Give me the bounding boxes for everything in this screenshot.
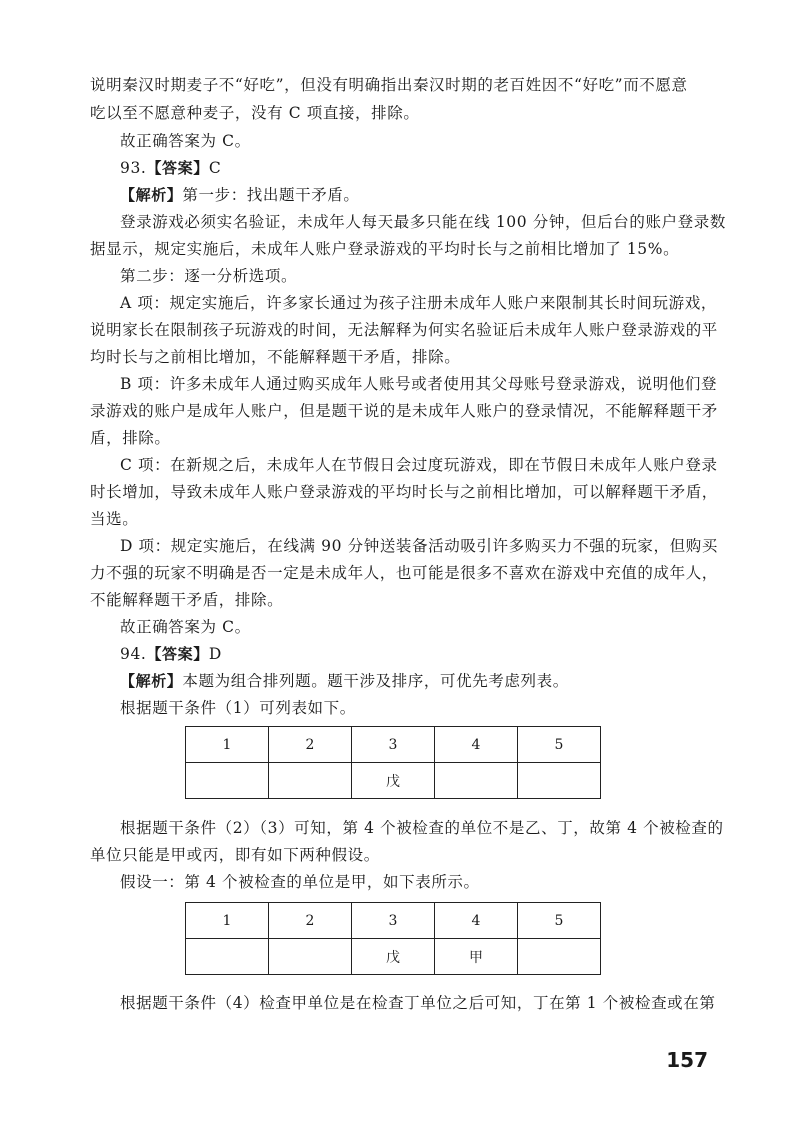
table-cell: 4 bbox=[435, 903, 518, 939]
paragraph-line: 单位只能是甲或丙，即有如下两种假设。 bbox=[90, 846, 380, 864]
table-cell bbox=[186, 939, 269, 975]
conclusion-line: 故正确答案为 C。 bbox=[120, 618, 251, 636]
table-cell bbox=[435, 763, 518, 799]
option-b-line: B 项：许多未成年人通过购买成年人账号或者使用其父母账号登录游戏，说明他们登 bbox=[120, 375, 718, 393]
paragraph-line: 吃以至不愿意种麦子，没有 C 项直接，排除。 bbox=[90, 104, 420, 122]
question-number: 94. bbox=[120, 645, 147, 663]
paragraph-line: 假设一：第 4 个被检查的单位是甲，如下表所示。 bbox=[120, 873, 480, 891]
order-table-2 bbox=[185, 902, 601, 975]
table-header-row bbox=[186, 903, 601, 939]
table-cell: 甲 bbox=[435, 939, 518, 975]
order-table-1 bbox=[185, 726, 601, 799]
paragraph-line: 根据题干条件（1）可列表如下。 bbox=[120, 699, 356, 717]
paragraph-line: 盾，排除。 bbox=[90, 429, 171, 447]
option-d-line: D 项：规定实施后，在线满 90 分钟送装备活动吸引许多购买力不强的玩家，但购买 bbox=[120, 537, 718, 555]
table-cell: 戊 bbox=[352, 763, 435, 799]
table-cell bbox=[186, 763, 269, 799]
paragraph-line: 据显示，规定实施后，未成年人账户登录游戏的平均时长与之前相比增加了 15%。 bbox=[90, 240, 680, 258]
conclusion-line: 故正确答案为 C。 bbox=[120, 132, 251, 150]
table-cell: 5 bbox=[518, 727, 601, 763]
table-header-row bbox=[186, 727, 601, 763]
paragraph-line: 时长增加，导致未成年人账户登录游戏的平均时长与之前相比增加，可以解释题干矛盾， bbox=[90, 483, 718, 501]
question-94-heading bbox=[120, 641, 714, 667]
paragraph-line: 说明秦汉时期麦子不“好吃”，但没有明确指出秦汉时期的老百姓因不“好吃”而不愿意 bbox=[90, 76, 688, 94]
table-cell: 2 bbox=[269, 727, 352, 763]
answer-value: D bbox=[208, 645, 222, 663]
paragraph-line: 第二步：逐一分析选项。 bbox=[120, 267, 298, 285]
paragraph-line: 录游戏的账户是成年人账户，但是题干说的是未成年人账户的登录情况，不能解释题干矛 bbox=[90, 402, 718, 420]
paragraph-line: 当选。 bbox=[90, 510, 139, 528]
paragraph-line: 说明家长在限制孩子玩游戏的时间，无法解释为何实名验证后未成年人账户登录游戏的平 bbox=[90, 321, 718, 339]
analysis-tag: 【解析】 bbox=[120, 672, 183, 690]
table-cell: 戊 bbox=[352, 939, 435, 975]
analysis-line bbox=[120, 182, 714, 208]
paragraph-line: 均时长与之前相比增加，不能解释题干矛盾，排除。 bbox=[90, 348, 461, 366]
answer-tag: 【答案】 bbox=[146, 645, 209, 663]
analysis-tag: 【解析】 bbox=[120, 186, 183, 204]
table-row bbox=[186, 939, 601, 975]
paragraph-line: 根据题干条件（4）检查甲单位是在检查丁单位之后可知，丁在第 1 个被检查或在第 bbox=[120, 994, 716, 1012]
paragraph-line: 登录游戏必须实名验证，未成年人每天最多只能在线 100 分钟，但后台的账户登录数 bbox=[120, 213, 726, 231]
table-row bbox=[186, 763, 601, 799]
table-cell bbox=[518, 763, 601, 799]
paragraph-line: 不能解释题干矛盾，排除。 bbox=[90, 591, 284, 609]
answer-value: C bbox=[208, 159, 222, 177]
table-cell bbox=[269, 939, 352, 975]
option-c-line: C 项：在新规之后，未成年人在节假日会过度玩游戏，即在节假日未成年人账户登录 bbox=[120, 456, 718, 474]
analysis-line bbox=[120, 668, 714, 694]
analysis-text: 第一步：找出题干矛盾。 bbox=[182, 186, 360, 204]
table-cell: 3 bbox=[352, 903, 435, 939]
table-cell bbox=[518, 939, 601, 975]
answer-tag: 【答案】 bbox=[146, 159, 209, 177]
table-cell: 2 bbox=[269, 903, 352, 939]
question-93-heading bbox=[120, 155, 714, 181]
question-number: 93. bbox=[120, 159, 147, 177]
table-cell bbox=[269, 763, 352, 799]
table-cell: 4 bbox=[435, 727, 518, 763]
analysis-text: 本题为组合排列题。题干涉及排序，可优先考虑列表。 bbox=[182, 672, 569, 690]
paragraph-line: 力不强的玩家不明确是否一定是未成年人，也可能是很多不喜欢在游戏中充值的成年人， bbox=[90, 564, 718, 582]
table-cell: 3 bbox=[352, 727, 435, 763]
page-number: 157 bbox=[666, 1048, 708, 1072]
option-a-line: A 项：规定实施后，许多家长通过为孩子注册未成年人账户来限制其长时间玩游戏， bbox=[120, 294, 717, 312]
table-cell: 5 bbox=[518, 903, 601, 939]
table-cell: 1 bbox=[186, 727, 269, 763]
paragraph-line: 根据题干条件（2）（3）可知，第 4 个被检查的单位不是乙、丁，故第 4 个被检查的 bbox=[120, 819, 724, 837]
table-cell: 1 bbox=[186, 903, 269, 939]
